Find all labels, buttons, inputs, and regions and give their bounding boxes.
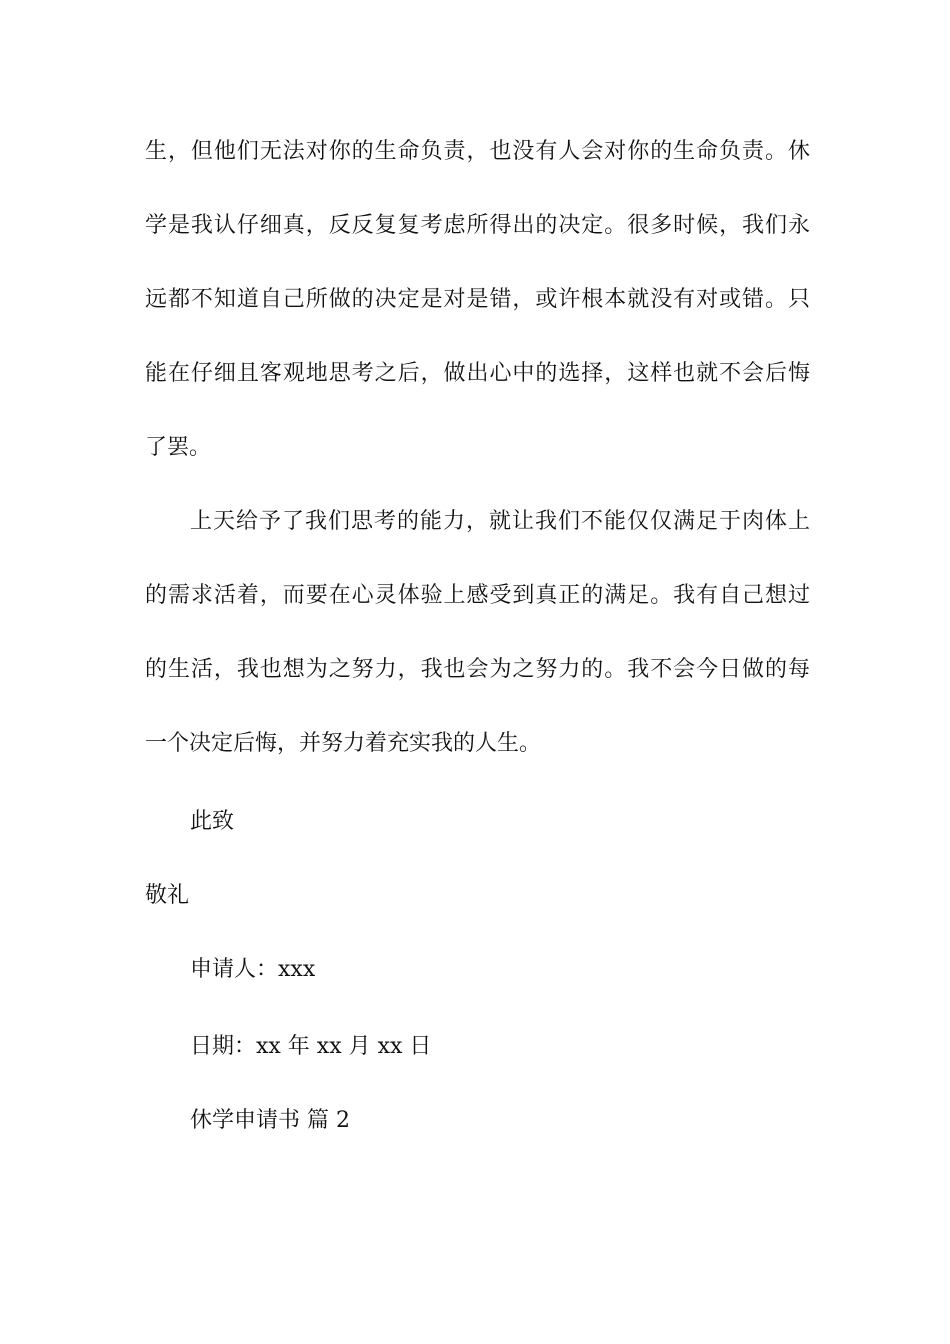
paragraph-2-line-2: 的需求活着，而要在心灵体验上感受到真正的满足。我有自己想过 bbox=[145, 583, 810, 608]
paragraph-1-line-3: 远都不知道自己所做的决定是对是错，或许根本就没有对或错。只 bbox=[145, 287, 810, 312]
next-document-title: 休学申请书 篇 2 bbox=[190, 1108, 350, 1133]
closing-regards: 敬礼 bbox=[145, 883, 190, 908]
paragraph-1-line-1: 生，但他们无法对你的生命负责，也没有人会对你的生命负责。休 bbox=[145, 139, 810, 164]
paragraph-2-line-3: 的生活，我也想为之努力，我也会为之努力的。我不会今日做的每 bbox=[145, 657, 810, 682]
paragraph-1-line-5: 了罢。 bbox=[145, 435, 212, 460]
paragraph-1-line-4: 能在仔细且客观地思考之后，做出心中的选择，这样也就不会后悔 bbox=[145, 361, 810, 386]
applicant-line: 申请人：xxx bbox=[190, 957, 316, 982]
paragraph-1-line-2: 学是我认仔细真，反反复复考虑所得出的决定。很多时候，我们永 bbox=[145, 213, 810, 238]
paragraph-2-line-1: 上天给予了我们思考的能力，就让我们不能仅仅满足于肉体上 bbox=[190, 509, 810, 534]
date-line: 日期：xx 年 xx 月 xx 日 bbox=[190, 1034, 432, 1059]
closing-salutation: 此致 bbox=[190, 809, 235, 834]
paragraph-2-line-4: 一个决定后悔，并努力着充实我的人生。 bbox=[145, 731, 542, 756]
